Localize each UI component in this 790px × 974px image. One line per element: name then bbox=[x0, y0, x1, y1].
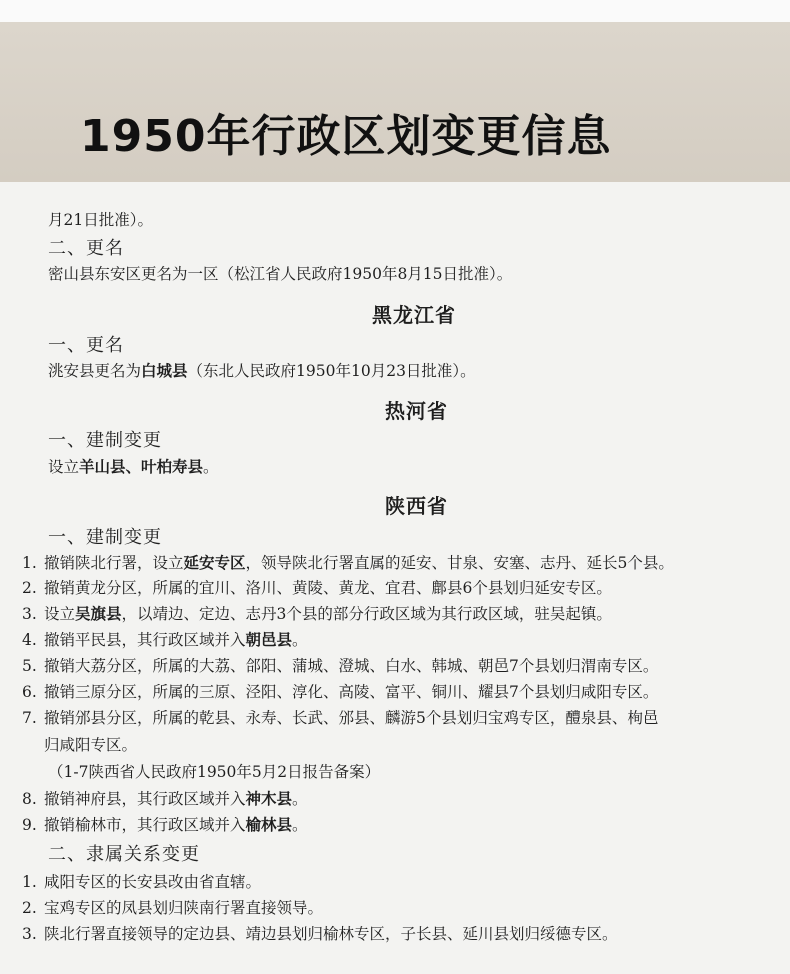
province-heading-heilongjiang: 黑龙江省 bbox=[372, 303, 456, 327]
sub-heading-rename: 二、更名 bbox=[48, 238, 124, 259]
affiliation-item: 3. 陕北行署直接领导的定边县、靖边县划归榆林专区，子长县、延川县划归绥德专区。 bbox=[22, 925, 618, 943]
top-margin bbox=[0, 0, 790, 22]
shaanxi-item-continuation: 归咸阳专区。 bbox=[44, 736, 138, 754]
title-banner bbox=[0, 22, 790, 182]
shaanxi-item: 6. 撤销三原分区，所属的三原、泾阳、淳化、高陵、富平、铜川、耀县7个县划归咸阳专区。 bbox=[22, 683, 659, 701]
shaanxi-item: 7. 撤销邠县分区，所属的乾县、永寿、长武、邠县、麟游5个县划归宝鸡专区，醴泉县、栒邑 bbox=[22, 709, 659, 727]
province-heading-shaanxi: 陕西省 bbox=[385, 494, 448, 518]
shaanxi-item: 2. 撤销黄龙分区，所属的宜川、洛川、黄陵、黄龙、宜君、鄜县6个县划归延安专区。 bbox=[22, 579, 612, 597]
shaanxi-item: 3. 设立吴旗县，以靖边、定边、志丹3个县的部分行政区域为其行政区域，驻吴起镇。 bbox=[22, 604, 612, 623]
report-note: （1-7陕西省人民政府1950年5月2日报告备案） bbox=[48, 763, 381, 781]
affiliation-item: 2. 宝鸡专区的凤县划归陕南行署直接领导。 bbox=[22, 899, 324, 917]
shaanxi-item: 4. 撤销平民县，其行政区域并入朝邑县。 bbox=[22, 630, 308, 649]
sub-heading-heilongjiang: 一、更名 bbox=[48, 335, 124, 356]
page-title: 1950年行政区划变更信息 bbox=[80, 111, 612, 162]
heilongjiang-entry: 洮安县更名为白城县（东北人民政府1950年10月23日批准）。 bbox=[48, 361, 476, 380]
continuation-line: 月21日批准）。 bbox=[48, 211, 153, 229]
shaanxi-item: 5. 撤销大荔分区，所属的大荔、郃阳、蒲城、澄城、白水、韩城、朝邑7个县划归渭南专区。 bbox=[22, 657, 659, 675]
rename-entry: 密山县东安区更名为一区（松江省人民政府1950年8月15日批准）。 bbox=[48, 265, 513, 283]
shaanxi-item: 8. 撤销神府县，其行政区域并入神木县。 bbox=[22, 789, 308, 808]
province-heading-rehe: 热河省 bbox=[385, 399, 448, 423]
rehe-entry: 设立羊山县、叶柏寿县。 bbox=[48, 457, 219, 476]
shaanxi-item: 1. 撤销陕北行署，设立延安专区，领导陕北行署直属的延安、甘泉、安塞、志丹、延长5个县。 bbox=[22, 553, 674, 572]
sub-heading-shaanxi-1: 一、建制变更 bbox=[48, 527, 162, 548]
sub-heading-rehe: 一、建制变更 bbox=[48, 430, 162, 451]
affiliation-item: 1. 咸阳专区的长安县改由省直辖。 bbox=[22, 873, 262, 891]
shaanxi-item: 9. 撤销榆林市，其行政区域并入榆林县。 bbox=[22, 815, 308, 834]
sub-heading-shaanxi-2: 二、隶属关系变更 bbox=[48, 844, 200, 865]
